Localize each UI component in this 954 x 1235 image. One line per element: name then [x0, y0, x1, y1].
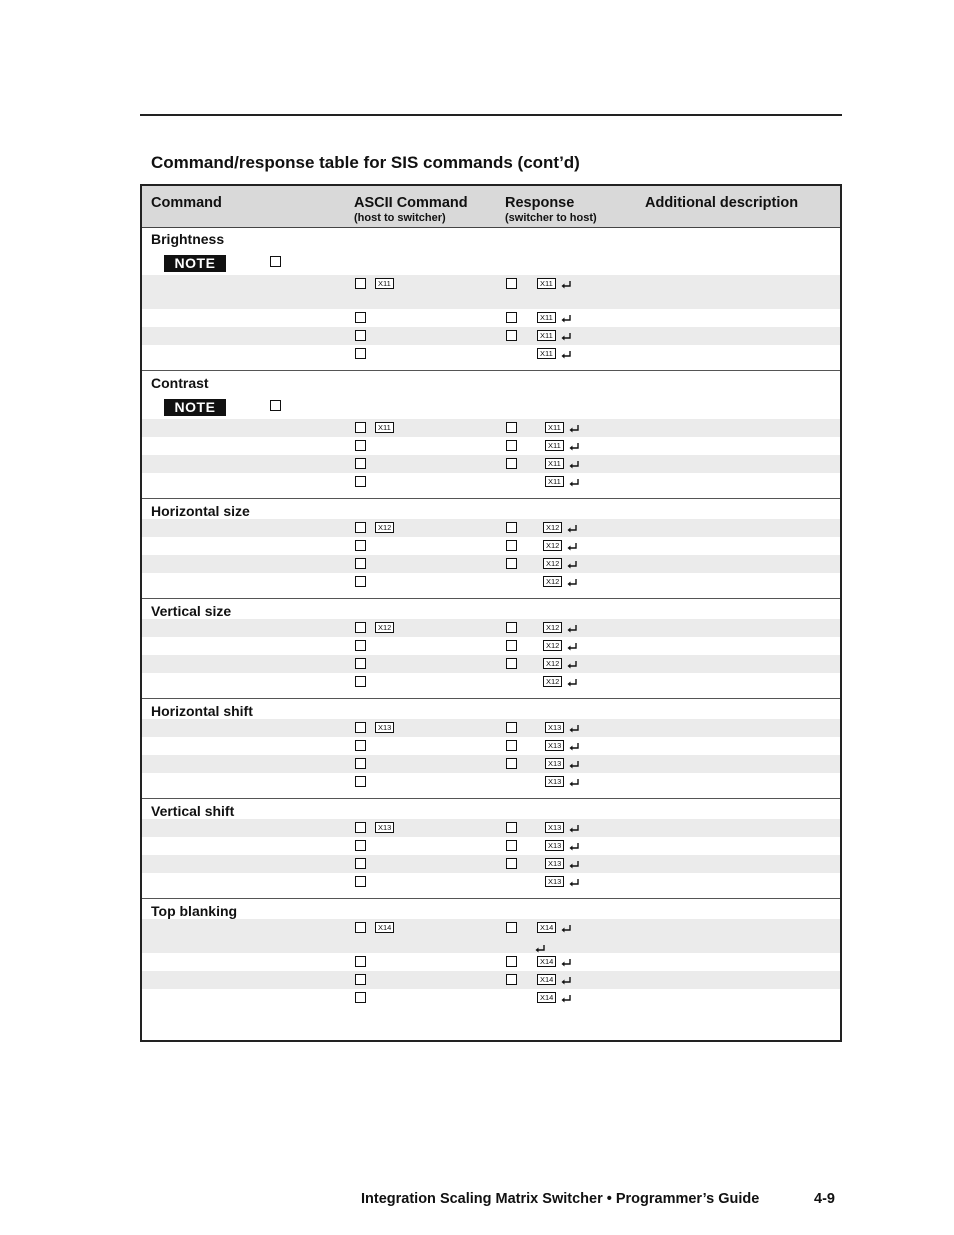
response-placeholder-box [506, 540, 517, 551]
ascii-placeholder-box [355, 458, 366, 469]
header-response-label: Response [505, 195, 575, 211]
table-row [142, 855, 840, 873]
variable-tag: X11 [545, 422, 564, 433]
section-label: Vertical size [151, 603, 232, 619]
response-placeholder-box [506, 312, 517, 323]
ascii-placeholder-box [355, 640, 366, 651]
ascii-placeholder-box [355, 522, 366, 533]
return-arrow-icon [568, 422, 580, 434]
variable-tag: X12 [375, 622, 394, 633]
response-placeholder-box [506, 922, 517, 933]
ascii-placeholder-box [355, 440, 366, 451]
ascii-placeholder-box [355, 558, 366, 569]
return-arrow-icon [568, 476, 580, 488]
table-row [142, 953, 840, 971]
variable-tag: X12 [375, 522, 394, 533]
variable-tag: X14 [537, 922, 556, 933]
sis-command-table [140, 184, 842, 1042]
note-badge: NOTE [164, 399, 226, 416]
response-placeholder-box [506, 278, 517, 289]
return-arrow-icon [568, 822, 580, 834]
header-ascii-sub: (host to switcher) [354, 212, 446, 224]
page-title: Command/response table for SIS commands (cont’d) [151, 153, 580, 172]
return-arrow-icon [560, 312, 572, 324]
response-placeholder-box [506, 640, 517, 651]
table-row [142, 773, 840, 791]
ascii-placeholder-box [355, 676, 366, 687]
ascii-placeholder-box [355, 956, 366, 967]
response-placeholder-box [506, 458, 517, 469]
return-arrow-icon [568, 722, 580, 734]
ascii-placeholder-box [355, 758, 366, 769]
ascii-placeholder-box [355, 722, 366, 733]
table-row [142, 989, 840, 1007]
response-placeholder-box [506, 822, 517, 833]
placeholder-box [270, 256, 281, 267]
return-arrow-icon [566, 640, 578, 652]
variable-tag: X14 [537, 956, 556, 967]
table-row [142, 971, 840, 989]
ascii-placeholder-box [355, 876, 366, 887]
response-placeholder-box [506, 740, 517, 751]
table-row [142, 519, 840, 537]
placeholder-box [270, 400, 281, 411]
header-command: Command [151, 195, 222, 211]
return-arrow-icon [568, 740, 580, 752]
variable-tag: X11 [545, 440, 564, 451]
table-row [142, 437, 840, 455]
section-divider [142, 598, 840, 599]
ascii-placeholder-box [355, 992, 366, 1003]
variable-tag: X11 [375, 422, 394, 433]
response-placeholder-box [506, 858, 517, 869]
return-arrow-icon [568, 440, 580, 452]
variable-tag: X12 [543, 522, 562, 533]
ascii-placeholder-box [355, 312, 366, 323]
return-arrow-icon [566, 676, 578, 688]
response-placeholder-box [506, 422, 517, 433]
ascii-placeholder-box [355, 476, 366, 487]
response-placeholder-box [506, 522, 517, 533]
header-response [505, 195, 597, 224]
table-row [142, 309, 840, 327]
return-arrow-icon [560, 956, 572, 968]
table-row [142, 919, 840, 953]
page-number: 4-9 [814, 1191, 835, 1207]
return-arrow-icon [568, 840, 580, 852]
return-arrow-icon [568, 858, 580, 870]
return-arrow-icon [560, 992, 572, 1004]
return-arrow-icon [560, 974, 572, 986]
variable-tag: X13 [375, 722, 394, 733]
table-row [142, 755, 840, 773]
table-row [142, 573, 840, 591]
ascii-placeholder-box [355, 974, 366, 985]
ascii-placeholder-box [355, 330, 366, 341]
table-row [142, 655, 840, 673]
response-placeholder-box [506, 974, 517, 985]
top-rule [140, 114, 842, 116]
table-row [142, 537, 840, 555]
ascii-placeholder-box [355, 658, 366, 669]
variable-tag: X12 [543, 576, 562, 587]
return-arrow-icon [568, 876, 580, 888]
table-row [142, 345, 840, 363]
section-divider [142, 370, 840, 371]
variable-tag: X11 [537, 330, 556, 341]
ascii-placeholder-box [355, 822, 366, 833]
table-row [142, 473, 840, 491]
variable-tag: X11 [537, 278, 556, 289]
table-row [142, 637, 840, 655]
ascii-placeholder-box [355, 278, 366, 289]
variable-tag: X13 [545, 840, 564, 851]
ascii-placeholder-box [355, 576, 366, 587]
response-placeholder-box [506, 840, 517, 851]
return-arrow-icon [566, 658, 578, 670]
variable-tag: X11 [537, 348, 556, 359]
return-arrow-icon [560, 278, 572, 290]
table-row [142, 327, 840, 345]
response-placeholder-box [506, 758, 517, 769]
variable-tag: X13 [545, 776, 564, 787]
table-row [142, 819, 840, 837]
variable-tag: X11 [545, 476, 564, 487]
response-placeholder-box [506, 622, 517, 633]
header-ascii [354, 195, 468, 224]
table-row [142, 555, 840, 573]
ascii-placeholder-box [355, 740, 366, 751]
table-header [142, 186, 840, 228]
return-arrow-icon [566, 622, 578, 634]
variable-tag: X14 [537, 992, 556, 1003]
variable-tag: X11 [545, 458, 564, 469]
ascii-placeholder-box [355, 540, 366, 551]
table-row [142, 737, 840, 755]
section-divider [142, 498, 840, 499]
table-row [142, 873, 840, 891]
variable-tag: X14 [375, 922, 394, 933]
section-label: Horizontal size [151, 503, 250, 519]
response-placeholder-box [506, 440, 517, 451]
section-label: Horizontal shift [151, 703, 253, 719]
return-arrow-icon [560, 348, 572, 360]
variable-tag: X12 [543, 676, 562, 687]
variable-tag: X12 [543, 658, 562, 669]
return-arrow-icon [560, 922, 572, 934]
table-row [142, 619, 840, 637]
return-arrow-icon [566, 540, 578, 552]
section-label: Top blanking [151, 903, 238, 919]
section-divider [142, 898, 840, 899]
section-divider [142, 698, 840, 699]
variable-tag: X12 [543, 622, 562, 633]
ascii-placeholder-box [355, 840, 366, 851]
return-arrow-icon [560, 330, 572, 342]
return-arrow-icon [568, 458, 580, 470]
return-arrow-icon [568, 776, 580, 788]
variable-tag: X12 [543, 640, 562, 651]
header-ascii-label: ASCII Command [354, 195, 468, 211]
table-row [142, 455, 840, 473]
variable-tag: X13 [545, 876, 564, 887]
return-arrow-icon [568, 758, 580, 770]
section-label: Brightness [151, 231, 225, 247]
table-row [142, 719, 840, 737]
section-label: Vertical shift [151, 803, 235, 819]
ascii-placeholder-box [355, 622, 366, 633]
variable-tag: X11 [537, 312, 556, 323]
variable-tag: X12 [543, 558, 562, 569]
table-row [142, 673, 840, 691]
variable-tag: X13 [545, 722, 564, 733]
footer-title: Integration Scaling Matrix Switcher • Programmer’s Guide [361, 1191, 760, 1207]
ascii-placeholder-box [355, 776, 366, 787]
response-placeholder-box [506, 956, 517, 967]
header-response-sub: (switcher to host) [505, 212, 597, 224]
variable-tag: X13 [545, 858, 564, 869]
response-placeholder-box [506, 658, 517, 669]
ascii-placeholder-box [355, 858, 366, 869]
table-row [142, 419, 840, 437]
variable-tag: X14 [537, 974, 556, 985]
header-description: Additional description [645, 195, 799, 211]
table-row [142, 275, 840, 309]
return-arrow-icon [566, 522, 578, 534]
response-placeholder-box [506, 722, 517, 733]
variable-tag: X11 [375, 278, 394, 289]
return-arrow-icon [566, 558, 578, 570]
note-badge: NOTE [164, 255, 226, 272]
section-label: Contrast [151, 375, 209, 391]
table-row [142, 837, 840, 855]
variable-tag: X12 [543, 540, 562, 551]
response-placeholder-box [506, 558, 517, 569]
variable-tag: X13 [375, 822, 394, 833]
ascii-placeholder-box [355, 422, 366, 433]
ascii-placeholder-box [355, 348, 366, 359]
response-placeholder-box [506, 330, 517, 341]
variable-tag: X13 [545, 822, 564, 833]
variable-tag: X13 [545, 740, 564, 751]
ascii-placeholder-box [355, 922, 366, 933]
return-arrow-icon [566, 576, 578, 588]
section-divider [142, 798, 840, 799]
variable-tag: X13 [545, 758, 564, 769]
